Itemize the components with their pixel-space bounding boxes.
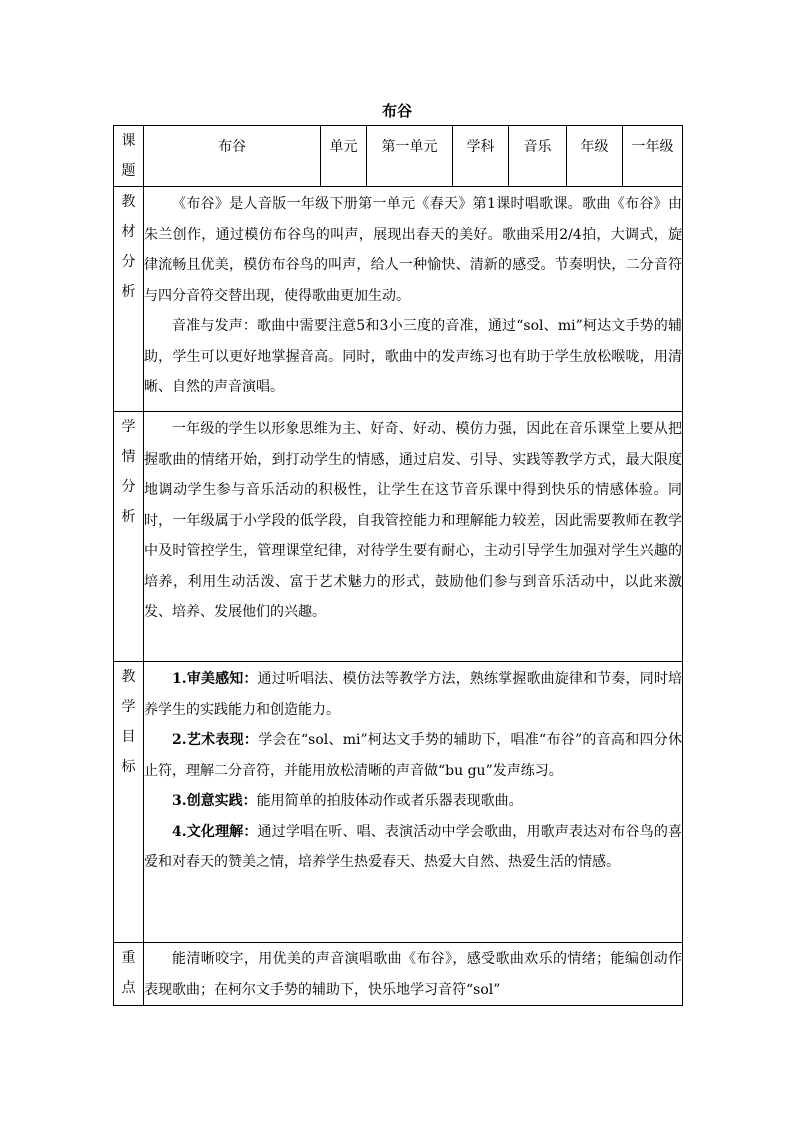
section-body xyxy=(144,187,683,412)
goal-item: 3.创意实践：能用简单的拍肢体动作或者乐器表现歌曲。 xyxy=(172,793,523,809)
lesson-plan-table xyxy=(113,125,683,1006)
section-label: 教 学 目 标 xyxy=(114,662,144,943)
section-label: 重 点 xyxy=(114,943,144,1006)
goal-item: 1.审美感知：通过听唱法、模仿法等教学方法，熟练掌握歌曲旋律和节奏，同时培养学生的实践能力和创造能力。 xyxy=(144,671,682,718)
paragraph: 能清晰咬字，用优美的声音演唱歌曲《布谷》，感受歌曲欢乐的情绪；能编创动作表现歌曲；在柯尔文手势的辅助下，快乐地学习音符“sol” xyxy=(144,951,682,998)
header-row xyxy=(114,126,683,187)
course-value: 布谷 xyxy=(144,126,321,187)
paragraph: 一年级的学生以形象思维为主、好奇、好动、模仿力强，因此在音乐课堂上要从把握歌曲的情绪开始，到打动学生的情感，通过启发、引导、实践等教学方式，最大限度地调动学生参与音乐活动的积极性，让学生在这节音乐课中得到快乐的情感体验。同时，一年级属于小学段的低学段，自我管控能力和理解能力较差，因此需要教师在教学中及时管控学生，管理课堂纪律，对待学生要有耐心，主动引导学生加强对学生兴趣的培养，利用生动活泼、富于艺术魅力的形式，鼓励他们参与到音乐活动中，以此来激发、培养、发展他们的兴趣。 xyxy=(144,421,682,620)
section-body xyxy=(144,412,683,662)
subject-value: 音乐 xyxy=(509,126,567,187)
section-row-teaching-goals xyxy=(114,662,683,943)
unit-label: 单元 xyxy=(321,126,367,187)
section-body xyxy=(144,943,683,1006)
section-row-key-points xyxy=(114,943,683,1006)
subject-label: 学科 xyxy=(453,126,509,187)
section-row-material-analysis xyxy=(114,187,683,412)
goal-item: 4.文化理解：通过学唱在听、唱、表演活动中学会歌曲，用歌声表达对布谷鸟的喜爱和对春天的赞美之情，培养学生热爱春天、热爱大自然、热爱生活的情感。 xyxy=(144,823,682,870)
goal-item: 2.艺术表现：学会在“sol、mi”柯达文手势的辅助下，唱准“布谷”的音高和四分休止符，理解二分音符，并能用放松清晰的声音做“bu gu”发声练习。 xyxy=(144,732,682,779)
page-title: 布谷 xyxy=(381,102,412,120)
unit-value: 第一单元 xyxy=(367,126,453,187)
paragraph: 音准与发声：歌曲中需要注意5和3小三度的音准，通过“sol、mi”柯达文手势的辅助，学生可以更好地掌握音高。同时，歌曲中的发声练习也有助于学生放松喉咙，用清晰、自然的声音演唱。 xyxy=(144,318,682,395)
grade-value: 一年级 xyxy=(623,126,683,187)
section-label: 教 材 分 析 xyxy=(114,187,144,412)
grade-label: 年级 xyxy=(567,126,623,187)
paragraph: 《布谷》是人音版一年级下册第一单元《春天》第1课时唱歌课。歌曲《布谷》由朱兰创作，通过模仿布谷鸟的叫声，展现出春天的美好。歌曲采用2/4拍，大调式，旋律流畅且优美，模仿布谷鸟的叫声，给人一种愉快、清新的感受。节奏明快，二分音符与四分音符交替出现，使得歌曲更加生动。 xyxy=(144,196,682,304)
section-label: 学 情 分 析 xyxy=(114,412,144,662)
section-row-student-analysis xyxy=(114,412,683,662)
course-label: 课 题 xyxy=(114,126,144,187)
section-body xyxy=(144,662,683,943)
